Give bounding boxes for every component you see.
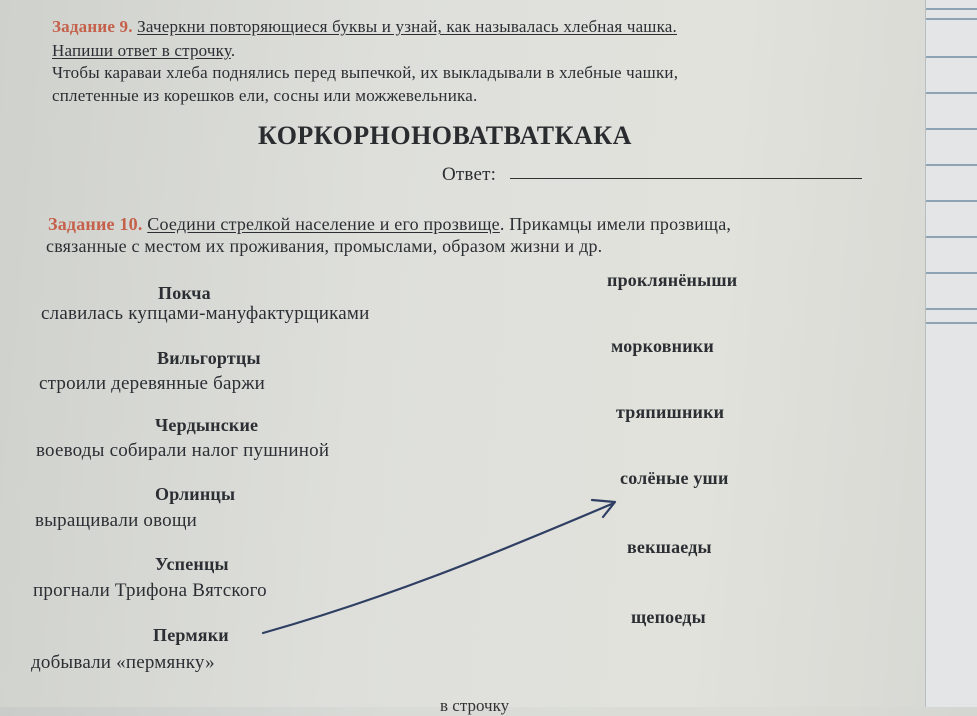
population-desc: прогнали Трифона Вятского bbox=[33, 580, 267, 601]
nickname: тряпишники bbox=[616, 402, 725, 422]
nickname: морковники bbox=[611, 336, 714, 356]
population-name: Покча bbox=[158, 283, 211, 303]
population-name: Орлинцы bbox=[155, 484, 236, 504]
notebook-line bbox=[926, 56, 977, 58]
nickname: проклянёныши bbox=[607, 270, 738, 290]
task10-label: Задание 10. bbox=[48, 214, 143, 234]
notebook-line bbox=[926, 308, 977, 310]
task9-instruction-1: Зачеркни повторяющиеся буквы и узнай, как называлась хлебная чашка. bbox=[137, 17, 677, 36]
notebook-line bbox=[926, 272, 977, 274]
task9-text-line2: сплетенные из корешков ели, сосны или можжевельника. bbox=[52, 86, 478, 105]
population-name: Вильгортцы bbox=[157, 348, 261, 368]
notebook-line bbox=[926, 18, 977, 20]
task9-text-line1: Чтобы караваи хлеба поднялись перед выпечкой, их выкладывали в хлебные чашки, bbox=[52, 63, 679, 82]
population-desc: славилась купцами-мануфактурщиками bbox=[41, 303, 370, 324]
population-name: Успенцы bbox=[155, 554, 229, 574]
nickname: солёные уши bbox=[620, 468, 729, 488]
next-page-fragment: в строчку bbox=[440, 696, 510, 715]
population-name: Чердынские bbox=[155, 415, 259, 435]
notebook-line bbox=[926, 128, 977, 130]
notebook-line bbox=[926, 322, 977, 324]
population-name: Пермяки bbox=[153, 625, 229, 645]
notebook-line bbox=[926, 92, 977, 94]
task10-text-rest: . Прикамцы имели прозвища, bbox=[499, 214, 732, 234]
notebook-line bbox=[926, 8, 977, 10]
population-desc: выращивали овощи bbox=[35, 510, 198, 531]
notebook-line bbox=[926, 236, 977, 238]
nickname: векшаеды bbox=[627, 537, 712, 557]
notebook-edge bbox=[925, 0, 977, 707]
nickname: щепоеды bbox=[631, 607, 706, 627]
population-desc: воеводы собирали налог пушниной bbox=[36, 440, 330, 461]
task10-instruction: Соедини стрелкой население и его прозвище bbox=[147, 214, 500, 234]
notebook-line bbox=[926, 200, 977, 202]
letter-puzzle: КОРКОРНОНОВАТВАТКАКА bbox=[258, 121, 632, 150]
notebook-line bbox=[926, 164, 977, 166]
task10-text-line2: связанные с местом их проживания, промыслами, образом жизни и др. bbox=[46, 236, 603, 256]
task9-instruction-2-end: . bbox=[230, 41, 236, 60]
answer-label: Ответ: bbox=[442, 164, 497, 185]
population-desc: строили деревянные баржи bbox=[39, 373, 266, 394]
task9-instruction-2: Напиши ответ в строчку bbox=[52, 41, 231, 60]
population-desc: добывали «пермянку» bbox=[31, 652, 215, 673]
task9-label: Задание 9. bbox=[52, 17, 133, 36]
